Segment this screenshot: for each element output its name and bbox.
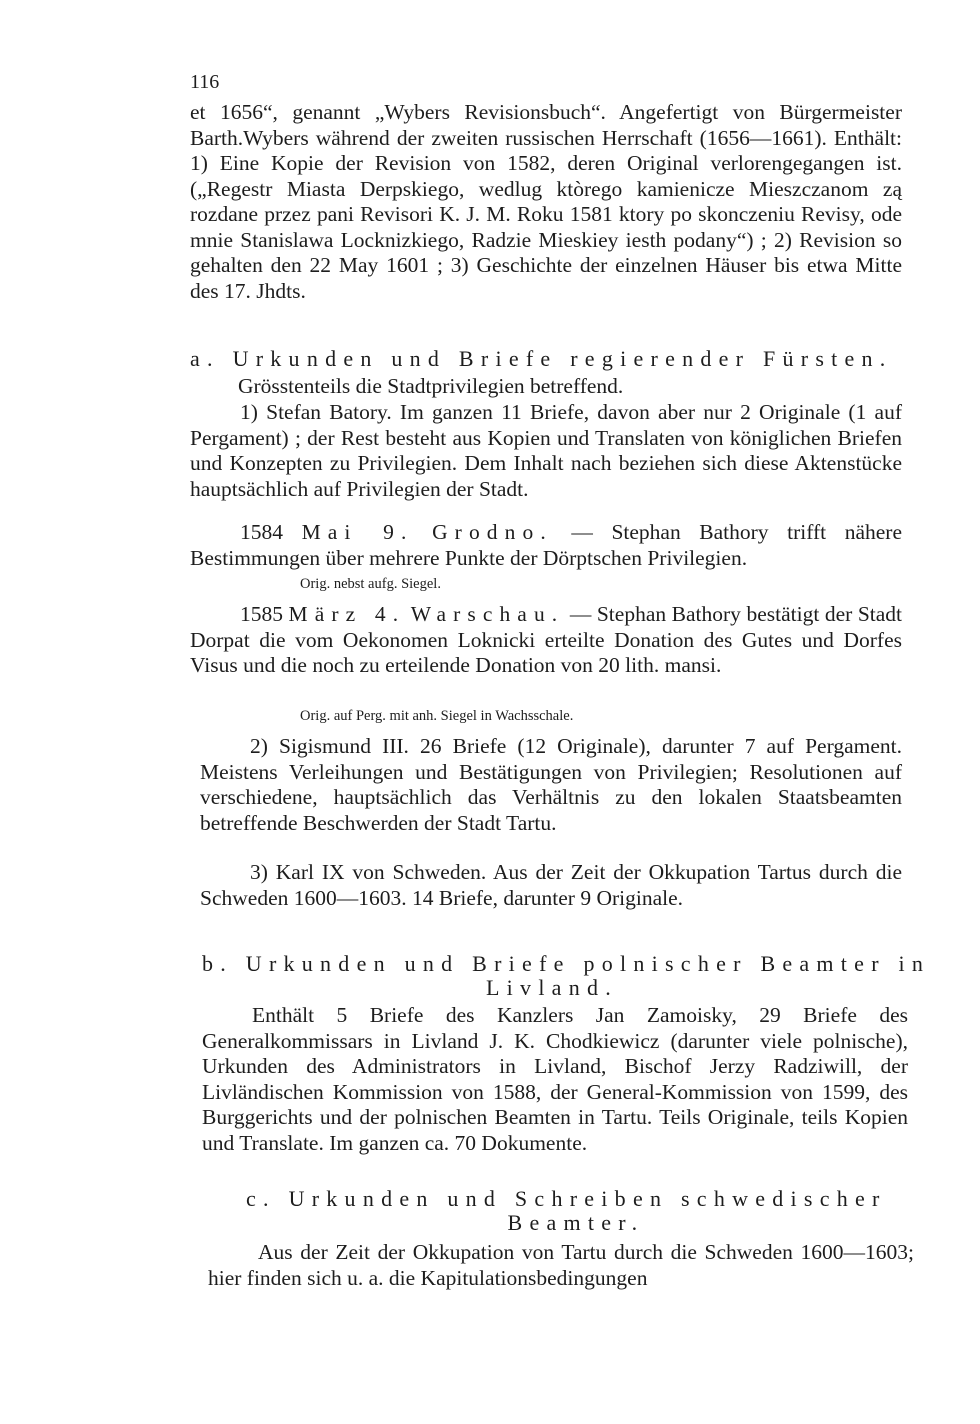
section-b-text: Enthält 5 Briefe des Kanzlers Jan Zamoisky, 29 Briefe des Generalkommissars in Livland J. K. Chodkiewicz (darunter viele polnische), Urkunden des Administrators in Livland, Bischof Jerzy Radziwill, der Livländischen Kommission von 1588, der General-Kommission von 1599, des Burggerichts und der polnischen Beamten in Tartu. Teils Originale, teils Kopien und Translate. Im ganzen ca. 70 Dokumente. (202, 1003, 908, 1155)
section-b-title-line1: Urkunden und Briefe polnischer Beamter in (245, 951, 931, 976)
entry-1584-text: — Stephan Bathory trifft nähere Bestimmungen über mehrere Punkte der Dörptschen Privilegien. (190, 520, 903, 570)
entry-1585-year: 1585 (240, 602, 283, 626)
section-a-item3 (200, 860, 902, 911)
entry-1584-date: Mai 9. (301, 520, 414, 544)
entry-1584 (190, 520, 902, 571)
entry-1585 (190, 602, 902, 679)
page-number: 116 (190, 71, 220, 93)
section-b-heading-line2: Livland. (485, 975, 618, 1000)
section-b-heading (202, 951, 930, 977)
item1-text: 1) Stefan Batory. Im ganzen 11 Briefe, davon aber nur 2 Originale (1 auf Pergament) ; der Rest besteht aus Kopien und Translaten von königlichen Briefen und Konzepten zu Privilegien. Dem Inhalt nach beziehen sich diese Aktenstücke hauptsächlich auf Privilegien der Stadt. (190, 400, 902, 501)
section-c-text: Aus der Zeit der Okkupation von Tartu durch die Schweden 1600—1603; hier finden sich u. a. die Kapitulationsbedingungen (208, 1240, 914, 1290)
intro-paragraph (190, 100, 902, 304)
section-c-body (208, 1240, 914, 1291)
entry-1585-note: Orig. auf Perg. mit anh. Siegel in Wachsschale. (300, 708, 574, 724)
section-a-prefix: a. (190, 346, 220, 371)
section-c-heading (246, 1186, 887, 1212)
section-b-prefix: b. (202, 951, 234, 976)
item3-text: 3) Karl IX von Schweden. Aus der Zeit der Okkupation Tartus durch die Schweden 1600—1603. 14 Briefe, darunter 9 Originale. (200, 860, 902, 910)
entry-1585-date: März 4. (288, 602, 406, 626)
entry-1584-place: Grodno. (432, 520, 553, 544)
section-b-body (202, 1003, 908, 1156)
section-a-heading (190, 346, 893, 372)
section-c-title-line1: Urkunden und Schreiben schwedischer (288, 1186, 887, 1211)
entry-1585-paragraph (190, 602, 902, 679)
section-c-heading-line2: Beamter. (507, 1210, 645, 1235)
entry-1585-text: — Stephan Bathory bestätigt der Stadt Dorpat die vom Oekonomen Loknicki erteilte Donation des Gutes und Dorfes Visus und die noch zu erteilende Donation von 20 lith. mansi. (190, 602, 903, 677)
entry-1584-year: 1584 (240, 520, 283, 544)
section-a-summary: Grösstenteils die Stadtprivilegien betreffend. (238, 374, 624, 398)
section-c-prefix: c. (246, 1186, 276, 1211)
section-a-item2 (200, 734, 902, 836)
entry-1585-place: Warschau. (410, 602, 565, 626)
item2-text: 2) Sigismund III. 26 Briefe (12 Originale), darunter 7 auf Pergament. Meistens Verleihungen und Bestätigungen von Privilegien; Resolutionen auf verschiedene, hauptsächlich das Verhältnis zu den lokalen Staatsbeamten betreffende Beschwerden der Stadt Tartu. (200, 734, 902, 835)
section-a-item1 (190, 400, 902, 502)
section-a-title: Urkunden und Briefe regierender Fürsten. (232, 346, 893, 371)
entry-1584-paragraph (190, 520, 902, 571)
entry-1584-note: Orig. nebst aufg. Siegel. (300, 576, 441, 592)
intro-text: et 1656“, genannt „Wybers Revisionsbuch“. Angefertigt von Bürgermeister Barth.Wybers während der zweiten russischen Herrschaft (1656—1661). Enthält: 1) Eine Kopie der Revision von 1582, deren Original verlorengegangen ist. („Regestr Miasta Derpskiego, wedlug ktòrego kamienicze Mieszczanom zą rozdane przez pani Revisori K. J. M. Roku 1581 ktory po skonczeniu Revisy, ode mnie Stanislawa Locknizkiego, Radzie Mieskiey iesth podany“) ; 2) Revision so gehalten den 22 May 1601 ; 3) Geschichte der einzelnen Häuser bis etwa Mitte des 17. Jhdts. (190, 100, 902, 303)
